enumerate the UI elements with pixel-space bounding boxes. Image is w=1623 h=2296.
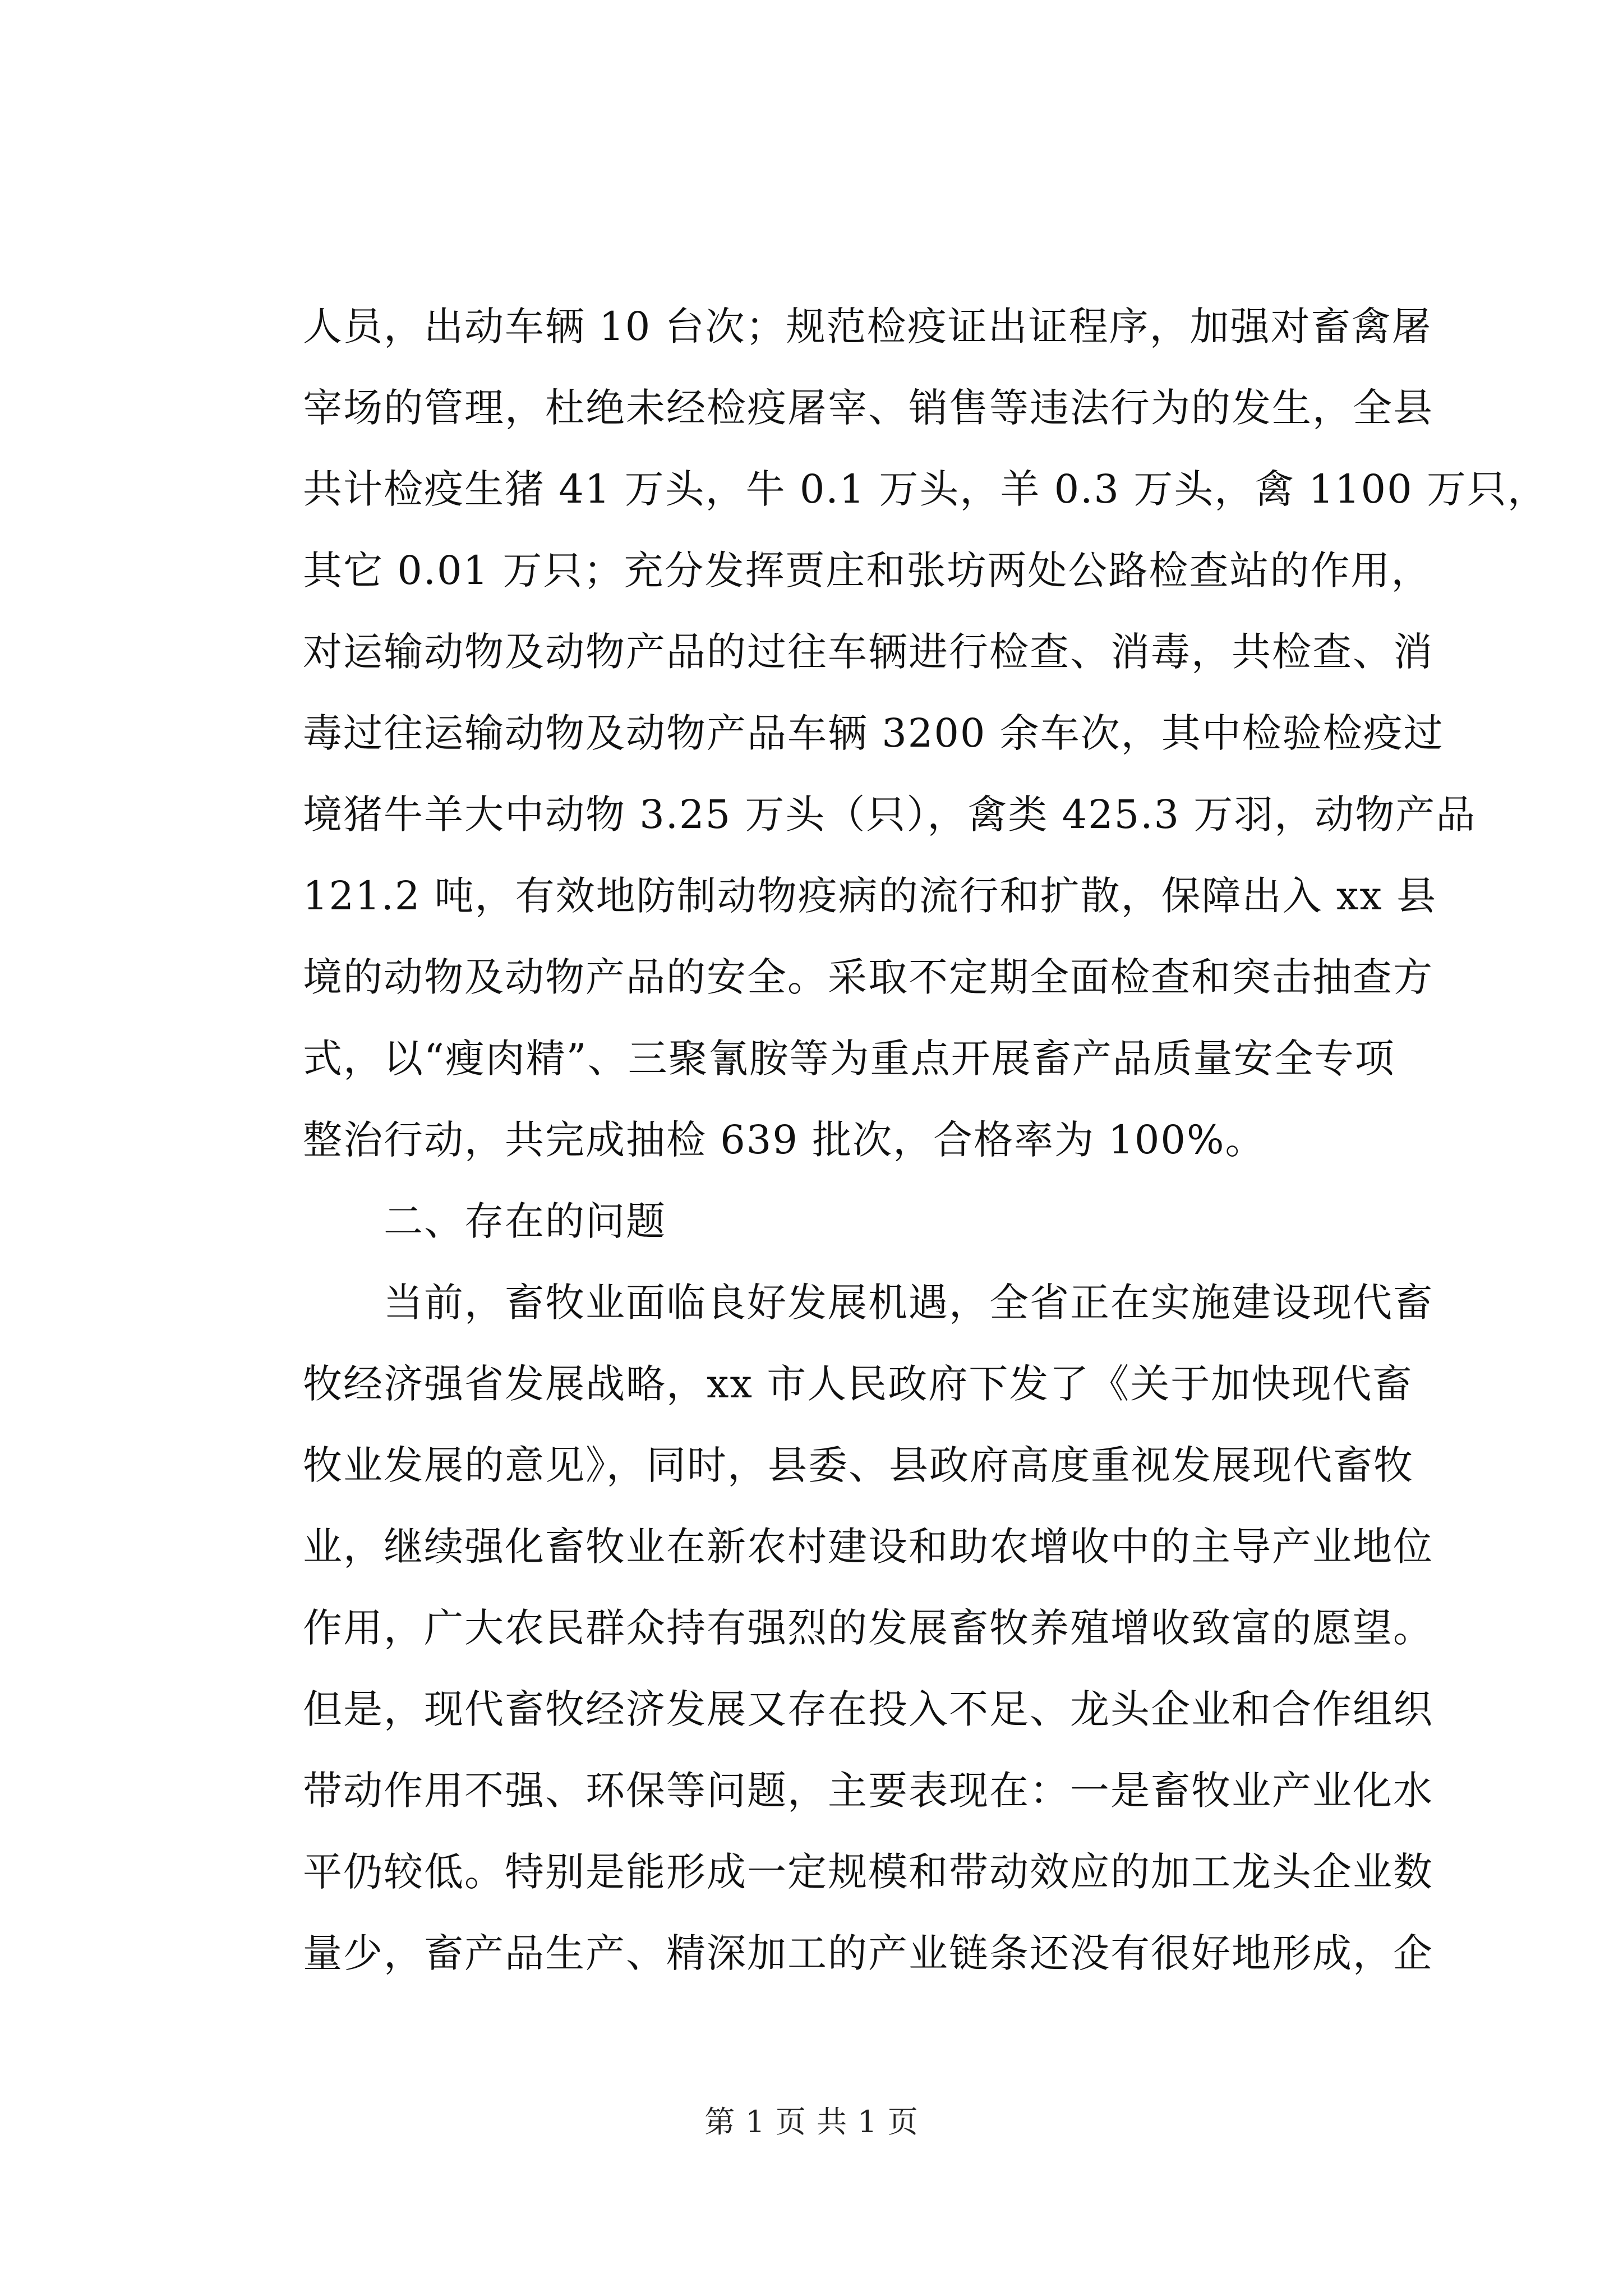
text-line: 整治行动，共完成抽检 639 批次，合格率为 100%。 (303, 1117, 1266, 1163)
text-line: 作用，广大农民群众持有强烈的发展畜牧养殖增收致富的愿望。 (303, 1605, 1433, 1651)
text-line: 人员，出动车辆 10 台次；规范检疫证出证程序，加强对畜禽屠 (303, 303, 1432, 349)
document-body (303, 286, 1548, 1994)
text-line: 境猪牛羊大中动物 3.25 万头（只），禽类 425.3 万羽，动物产品 (303, 792, 1477, 838)
text-line: 其它 0.01 万只；充分发挥贾庄和张坊两处公路检查站的作用， (303, 547, 1432, 593)
text-line: 当前，畜牧业面临良好发展机遇，全省正在实施建设现代畜 (303, 1280, 1433, 1326)
section-heading: 二、存在的问题 (303, 1198, 666, 1244)
text-line: 业，继续强化畜牧业在新农村建设和助农增收中的主导产业地位 (303, 1524, 1433, 1570)
text-line: 牧业发展的意见》，同时，县委、县政府高度重视发展现代畜牧 (303, 1442, 1414, 1488)
text-line: 毒过往运输动物及动物产品车辆 3200 余车次，其中检验检疫过 (303, 710, 1444, 756)
text-line: 平仍较低。特别是能形成一定规模和带动效应的加工龙头企业数 (303, 1849, 1433, 1895)
text-line: 式，以“瘦肉精”、三聚氰胺等为重点开展畜产品质量安全专项 (303, 1036, 1395, 1082)
text-line: 121.2 吨，有效地防制动物疫病的流行和扩散，保障出入 xx 县 (303, 873, 1437, 919)
text-line: 量少，畜产品生产、精深加工的产业链条还没有很好地形成，企 (303, 1930, 1433, 1976)
text-line: 境的动物及动物产品的安全。采取不定期全面检查和突击抽查方 (303, 954, 1433, 1000)
text-line: 带动作用不强、环保等问题，主要表现在：一是畜牧业产业化水 (303, 1768, 1433, 1814)
text-line: 牧经济强省发展战略，xx 市人民政府下发了《关于加快现代畜 (303, 1361, 1413, 1407)
page-footer: 第 1 页 共 1 页 (704, 2104, 919, 2139)
text-line: 共计检疫生猪 41 万头，牛 0.1 万头，羊 0.3 万头，禽 1100 万只， (303, 466, 1548, 512)
text-line: 宰场的管理，杜绝未经检疫屠宰、销售等违法行为的发生，全县 (303, 385, 1433, 431)
text-line: 对运输动物及动物产品的过往车辆进行检查、消毒，共检查、消 (303, 629, 1433, 675)
text-line: 但是，现代畜牧经济发展又存在投入不足、龙头企业和合作组织 (303, 1686, 1433, 1732)
